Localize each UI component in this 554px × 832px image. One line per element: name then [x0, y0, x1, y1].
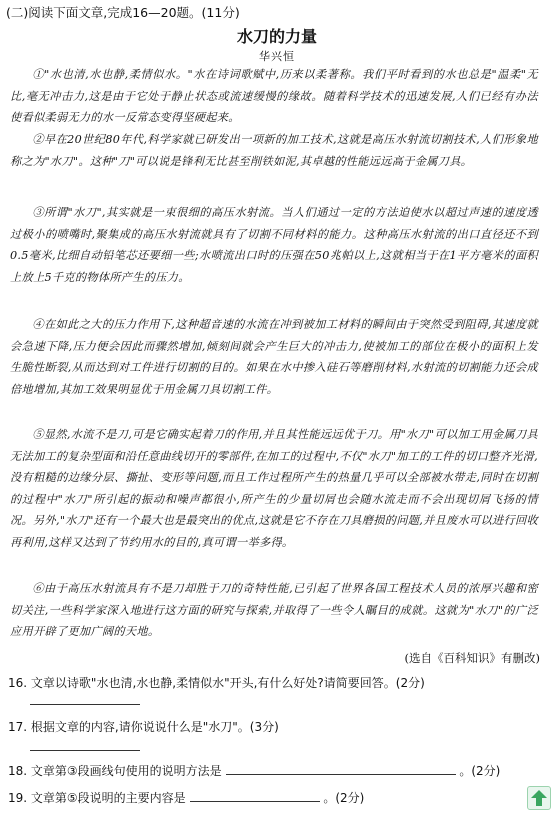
source-note: (选自《百科知识》有删改)	[404, 651, 540, 665]
paragraph-3: ③所谓"水刀",其实就是一束很细的高压水射流。当人们通过一定的方法迫使水以超过声速的速度透过极小的喷嘴时,聚集成的高压水射流就具有了切割不同材料的能力。这种高压水射流的出口直径还不到0.5毫米,比细自动铅笔芯还要细一些;水喷流出口时的压强在50兆帕以上,这就相当于在1平方毫米的面积上放上5千克的物体所产生的压力。	[10, 206, 538, 284]
question-19	[8, 789, 364, 806]
question-text: 文章第⑤段说明的主要内容是	[30, 791, 186, 805]
question-number: 16.	[8, 676, 28, 690]
question-number: 18.	[8, 764, 28, 778]
paragraph-6: ⑥由于高压水射流具有不是刀却胜于刀的奇特性能,已引起了世界各国工程技术人员的浓厚兴趣和密切关注,一些科学家深入地进行这方面的研究与探索,并取得了一些令人瞩目的成就。这就为"水刀"的广泛应用开辟了更加广阔的天地。	[10, 582, 538, 638]
question-text: 文章以诗歌"水也清,水也静,柔情似水"开头,有什么好处?请简要回答。(2分)	[30, 676, 425, 690]
question-suffix: 。(2分)	[323, 791, 365, 805]
answer-blank-19[interactable]	[190, 789, 320, 802]
answer-blank-18[interactable]	[226, 762, 456, 775]
article-author: 华兴恒	[259, 50, 295, 63]
paragraph-5: ⑤显然,水流不是刀,可是它确实起着刀的作用,并且其性能远远优于刀。用"水刀"可以加工用金属刀具无法加工的复杂型面和沿任意曲线切开的零部件,在加工的过程中,不仅"水刀"加工的工件的切口整齐光滑,没有粗糙的边缘分层、撕扯、变形等问题,而且工作过程所产生的热量几乎可以全部被水带走,同时在切割的过程中"水刀"所引起的振动和噪声都很小,所产生的少量切屑也会随水流走而不会出现切屑飞扬的情况。另外,"水刀"还有一个最大也是最突出的优点,这就是它不存在刀具磨损的问题,并且废水可以进行回收再利用,这样又达到了节约用水的目的,真可谓一举多得。	[10, 428, 538, 549]
question-17	[8, 718, 279, 735]
scroll-top-button[interactable]	[527, 786, 551, 810]
section-heading: (二)阅读下面文章,完成16—20题。(11分)	[6, 5, 240, 20]
answer-line-16[interactable]	[30, 704, 140, 705]
up-arrow-icon	[528, 787, 550, 809]
question-16	[8, 674, 425, 691]
paragraph-4: ④在如此之大的压力作用下,这种超音速的水流在冲到被加工材料的瞬间由于突然受到阻碍,其速度就会急速下降,压力便会因此而骤然增加,倾刻间就会产生巨大的冲击力,使被加工的部位在极小的面积上发生脆性断裂,从而达到对工件进行切割的目的。如果在水中掺入硅石等磨削材料,水射流的切割能力还会成倍地增加,其加工效果明显优于用金属刀具切割工件。	[10, 318, 538, 396]
answer-line-17[interactable]	[30, 750, 140, 751]
paragraph-2: ②早在20世纪80年代,科学家就已研发出一项新的加工技术,这就是高压水射流切割技术,人们形象地称之为"水刀"。这种"刀"可以说是锋利无比甚至削铁如泥,其卓越的性能远远高于金属刀具。	[10, 133, 538, 168]
question-text: 文章第③段画线句使用的说明方法是	[30, 764, 222, 778]
article-title: 水刀的力量	[236, 27, 317, 46]
question-number: 17.	[8, 720, 28, 734]
question-text: 根据文章的内容,请你说说什么是"水刀"。(3分)	[30, 720, 279, 734]
question-number: 19.	[8, 791, 28, 805]
question-suffix: 。(2分)	[459, 764, 501, 778]
paragraph-1: ①"水也清,水也静,柔情似水。"水在诗词歌赋中,历来以柔著称。我们平时看到的水也总是"温柔"无比,毫无冲击力,这是由于它处于静止状态或流速缓慢的缘故。随着科学技术的迅速发展,人们已经有办法使看似柔弱无力的水一反常态变得坚硬起来。	[10, 68, 538, 124]
question-18	[8, 762, 500, 779]
